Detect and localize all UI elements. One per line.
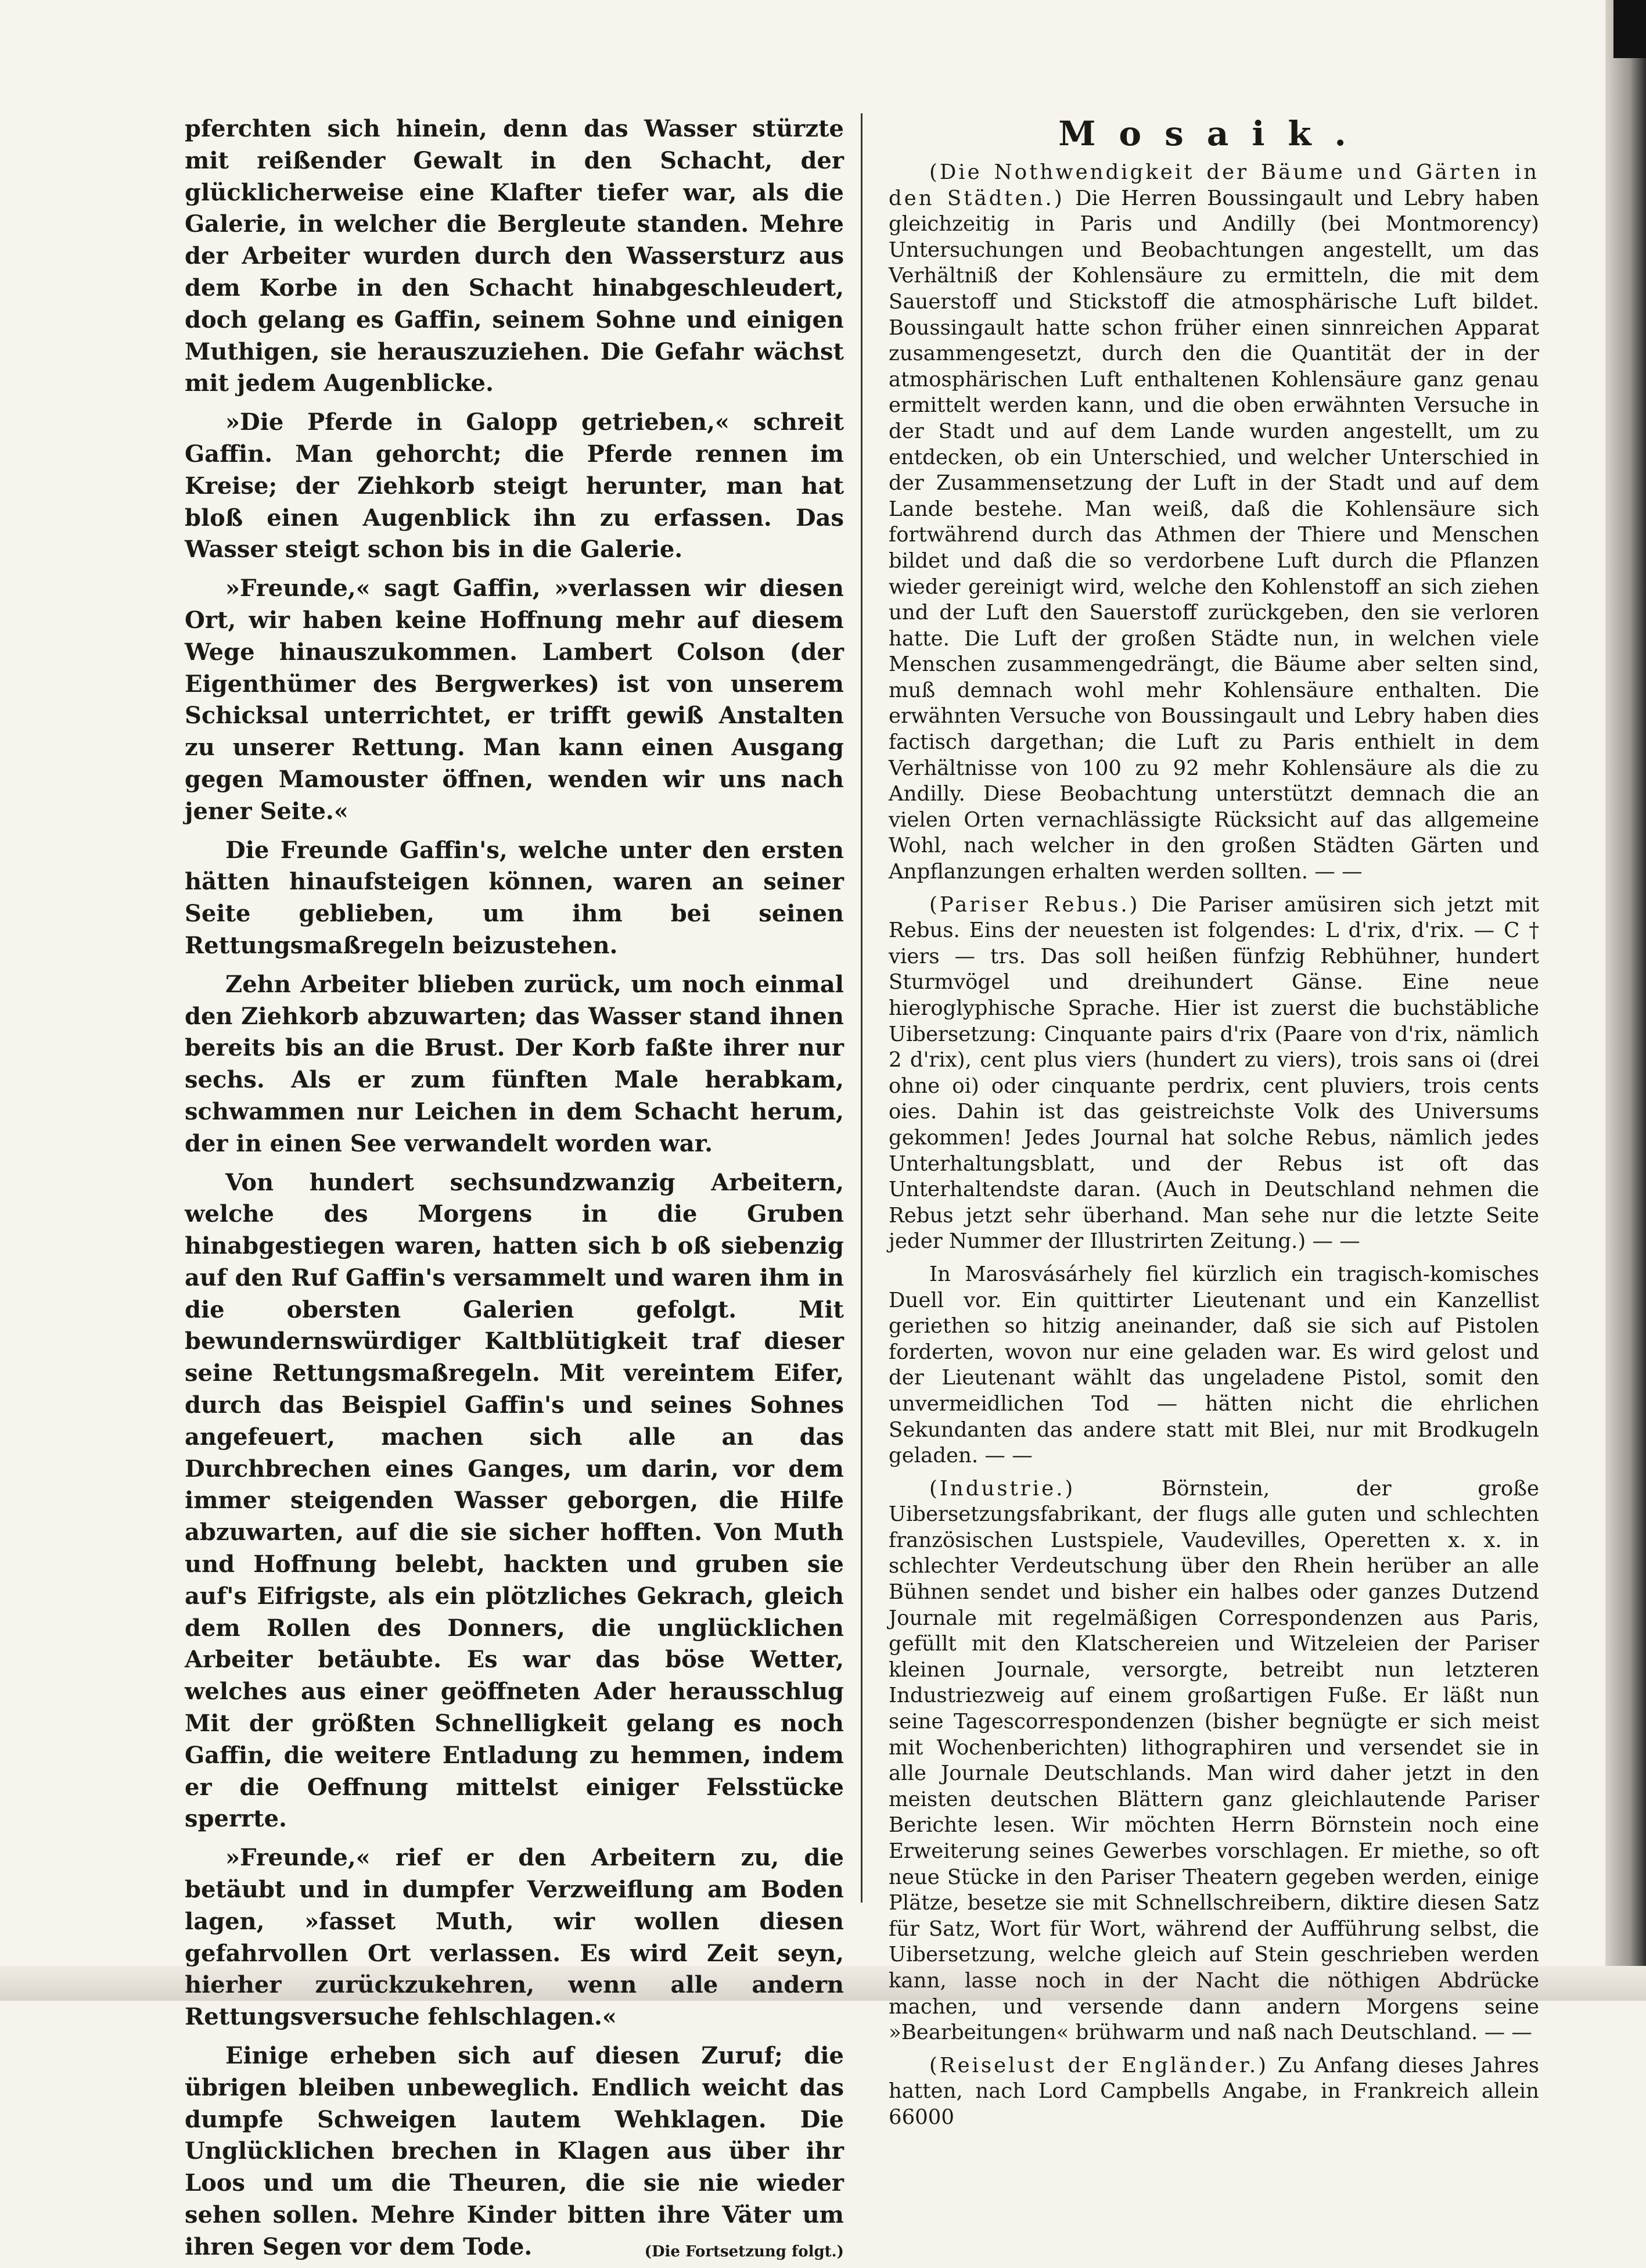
section-header: Mosaik.: [1058, 114, 1370, 153]
story-paragraph: Von hundert sechsundzwanzig Arbeitern, welche des Morgens in die Gruben hinabgestiegen waren, hatten sich b oß siebenzig auf den Ruf Gaffin's versammelt und waren ihm in die obersten Galerien gefolgt. Mit bewundernswürdiger Kaltblütigkeit traf dieser seine Rettungsmaßregeln. Mit vereintem Eifer, durch das Beispiel Gaffin's und seines Sohnes angefeuert, machen sich alle an das Durchbrechen eines Ganges, um darin, vor dem immer steigenden Wasser geborgen, die Hilfe abzuwarten, auf die sie sicher hofften. Von Muth und Hoffnung belebt, hackten und gruben sie auf's Eifrigste, als ein plötzliches Gekrach, gleich dem Rollen des Donners, die unglücklichen Arbeiter betäubte. Es war das böse Wetter, welches aus einer geöffneten Ader herausschlug Mit der größten Schnelligkeit gelang es noch Gaffin, die weitere Entladung zu hemmen, indem er die Oeffnung mittelst einiger Felsstücke sperrte.: [185, 1168, 844, 1833]
item-text: Die Pariser amüsiren sich jetzt mit Rebus. Eins der neuesten ist folgendes: L d'rix, d'rix. — C † viers — trs. Das soll heißen fünfzig Rebhühner, hundert Sturmvögel und dreihundert Gänse. Eine neue hieroglyphische Sprache. Hier ist zuerst die buchstäbliche Uibersetzung: Cinquante pairs d'rix (Paare von d'rix, nämlich 2 d'rix), cent plus viers (hundert zu viers), trois sans oi (drei ohne oi) oder cinquante perdrix, cent pluviers, trois cents oies. Dahin ist das geistreichste Volk des Universums gekommen! Jedes Journal hat solche Rebus, nämlich jedes Unterhaltungsblatt, und der Rebus ist oft das Unterhaltendste daran. (Auch in Deutschland nehmen die Rebus jetzt sehr überhand. Man sehe nur die letzte Seite jeder Nummer der Illustrirten Zeitung.) — —: [889, 892, 1539, 1254]
mosaic-item: [889, 892, 1539, 1255]
mosaic-item: [889, 2053, 1539, 2131]
item-title: (Industrie.): [929, 1476, 1076, 1501]
item-title: (Die Nothwendigkeit der Bäume und Gärten in den Städten.): [889, 160, 1539, 210]
story-paragraph: pferchten sich hinein, denn das Wasser stürzte mit reißender Gewalt in den Schacht, der glücklicherweise eine Klafter tiefer war, als die Galerie, in welcher die Bergleute standen. Mehre der Arbeiter wurden durch den Wassersturz aus dem Korbe in den Schacht hinabgeschleudert, doch gelang es Gaffin, seinem Sohne und einigen Muthigen, sie herauszuziehen. Die Gefahr wächst mit jedem Augenblicke.: [185, 115, 844, 397]
column-divider: [861, 113, 862, 1903]
right-column: [889, 113, 1539, 2129]
mosaic-item: [889, 1262, 1539, 1469]
story-paragraph: »Freunde,« rief er den Arbeitern zu, die betäubt und in dumpfer Verzweiflung am Boden lagen, »fasset Muth, wir wollen diesen gefahrvollen Ort verlassen. Es wird Zeit seyn, hierher zurückzukehren, wenn alle andern Rettungsversuche fehlschlagen.«: [185, 1844, 844, 2031]
item-text: In Marosvásárhely fiel kürzlich ein tragisch-komisches Duell vor. Ein quittirter Lieutenant und ein Kanzellist geriethen so hitzig aneinander, daß sie sich auf Pistolen forderten, wovon nur eine geladen war. Es wird gelost und der Lieutenant wählt das ungeladene Pistol, somit den unvermeidlichen Tod — hätten nicht die ehrlichen Sekundanten das andere statt mit Blei, nur mit Brodkugeln geladen. — —: [889, 1262, 1539, 1468]
item-title: (Pariser Rebus.): [929, 892, 1140, 917]
story-paragraph-text: Einige erheben sich auf diesen Zuruf; die übrigen bleiben unbeweglich. Endlich weicht das dumpfe Schweigen lautem Wehklagen. Die Unglücklichen brechen in Klagen aus über ihr Loos und um die Theuren, die sie nie wieder sehen sollen. Mehre Kinder bitten ihre Väter um ihren Segen vor dem Tode.: [185, 2042, 844, 2260]
item-title: (Reiselust der Engländer.): [929, 2053, 1268, 2077]
page-edge-shadow: [1605, 0, 1646, 2001]
continuation-note: (Die Fortsetzung folgt.): [644, 2242, 844, 2260]
story-paragraph: Die Freunde Gaffin's, welche unter den ersten hätten hinaufsteigen können, waren an seiner Seite geblieben, um ihm bei seinen Rettungsmaßregeln beizustehen.: [185, 836, 844, 959]
item-text: Börnstein, der große Uibersetzungsfabrikant, der flugs alle guten und schlechten französischen Lustspiele, Vaudevilles, Operetten x. x. in schlechter Verdeutschung über den Rhein herüber an alle Bühnen sendet und bisher ein halbes oder ganzes Dutzend Journale mit regelmäßigen Correspondenzen aus Paris, gefüllt mit den Klatschereien und Witzeleien der Pariser kleinen Journale, versorgte, betreibt nun letzteren Industriezweig auf einem großartigen Fuße. Er läßt nun seine Tagescorrespondenzen (bisher begnügte er sich meist mit Wochenberichten) lithographiren und versendet sie in alle Journale Deutschlands. Man wird daher jetzt in den meisten deutschen Blättern ganz gleichlautende Pariser Berichte lesen. Wir möchten Herrn Börnstein noch eine Erweiterung seines Gewerbes vorschlagen. Er miethe, so oft neue Stücke in den Pariser Theatern gegeben werden, einige Plätze, besetze sie mit Schnellschreibern, diktire diesen Satz für Satz, Wort für Wort, während der Aufführung selbst, die Uibersetzung, welche gleich auf Stein geschrieben werden kann, lasse noch in der Nacht die nöthigen Abdrücke machen, und versende dann andern Morgens seine »Bearbeitungen« brühwarm und naß nach Deutschland. — —: [889, 1476, 1539, 2045]
scan-corner: [1613, 0, 1646, 58]
item-text: Die Herren Boussingault und Lebry haben gleichzeitig in Paris und Andilly (bei Montmorency) Untersuchungen und Beobachtungen angestellt, um das Verhältniß der Kohlensäure zu ermitteln, die mit dem Sauerstoff und Stickstoff die atmosphärische Luft bildet. Boussingault hatte schon früher einen sinnreichen Apparat zusammengesetzt, durch den die Quantität der in der atmosphärischen Luft enthaltenen Kohlensäure ganz genau ermittelt werden kann, und die oben erwähnten Versuche in der Stadt und auf dem Lande wurden angestellt, um zu entdecken, ob ein Unterschied, und welcher Unterschied in der Zusammensetzung der Luft in der Stadt und auf dem Lande bestehe. Man weiß, daß die Kohlensäure sich fortwährend durch das Athmen der Thiere und Menschen bildet und daß die so verdorbene Luft durch die Pflanzen wieder gereinigt wird, welche den Kohlenstoff an sich ziehen und der Luft den Sauerstoff zurückgeben, den sie verloren hatte. Die Luft der großen Städte nun, in welchen viele Menschen zusammengedrängt, die Bäume aber selten sind, muß demnach wohl mehr Kohlensäure enthalten. Die erwähnten Versuche von Boussingault und Lebry haben dies factisch dargethan; die Luft zu Paris enthielt in dem Verhältnisse von 100 zu 92 mehr Kohlensäure als die zu Andilly. Diese Beobachtung unterstützt demnach die an vielen Orten vernachlässigte Rücksicht auf das allgemeine Wohl, nach welcher in den großen Städten Gärten und Anpflanzungen erhalten werden sollten. — —: [889, 186, 1539, 884]
left-column: [185, 113, 844, 2260]
item-text: Zu Anfang dieses Jahres hatten, nach Lord Campbells Angabe, in Frankreich allein 66000: [889, 2053, 1539, 2129]
story-paragraph: »Freunde,« sagt Gaffin, »verlassen wir diesen Ort, wir haben keine Hoffnung mehr auf diesem Wege hinauszukommen. Lambert Colson (der Eigenthümer des Bergwerkes) ist von unserem Schicksal unterrichtet, er trifft gewiß Anstalten zu unserer Rettung. Man kann einen Ausgang gegen Mamouster öffnen, wenden wir uns nach jener Seite.«: [185, 575, 844, 825]
story-paragraph: Zehn Arbeiter blieben zurück, um noch einmal den Ziehkorb abzuwarten; das Wasser stand ihnen bereits bis an die Brust. Der Korb faßte ihrer nur sechs. Als er zum fünften Male herabkam, schwammen nur Leichen in dem Schacht herum, der in einen See verwandelt worden war.: [185, 970, 844, 1157]
mosaic-item: [889, 1476, 1539, 2046]
story-paragraph: [185, 2040, 844, 2263]
mosaic-item: [889, 160, 1539, 885]
story-paragraph: »Die Pferde in Galopp getrieben,« schreit Gaffin. Man gehorcht; die Pferde rennen im Kreise; der Ziehkorb steigt herunter, man hat bloß einen Augenblick ihn zu erfassen. Das Wasser steigt schon bis in die Galerie.: [185, 408, 844, 564]
